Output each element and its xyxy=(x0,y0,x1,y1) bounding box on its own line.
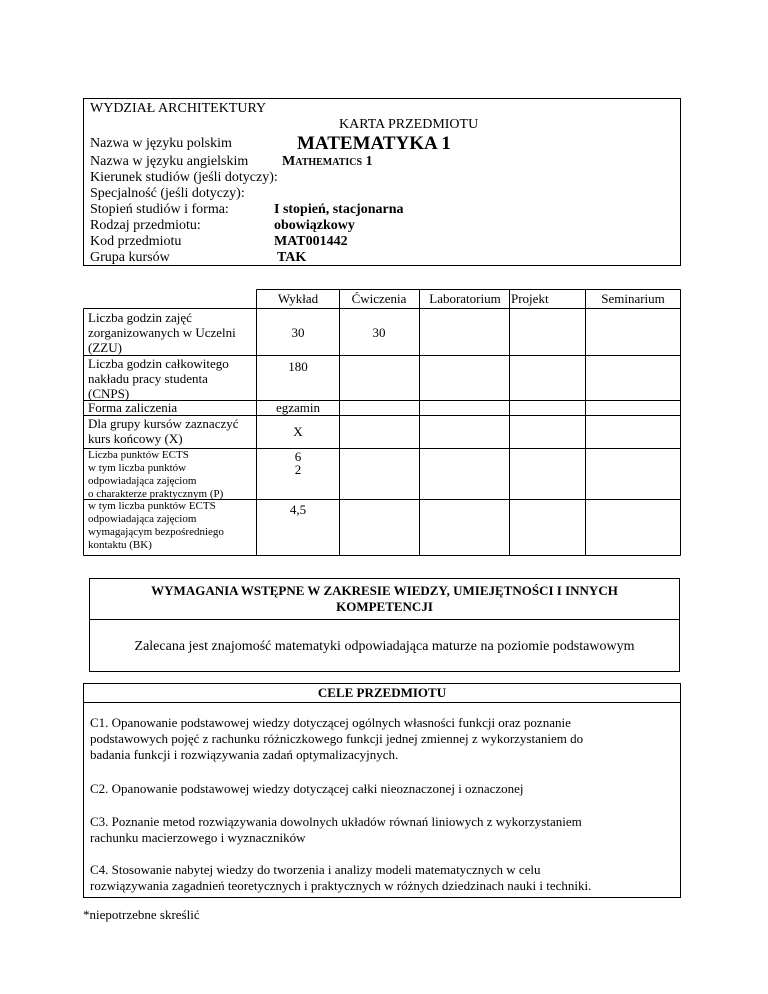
requirements-divider xyxy=(90,619,679,620)
ects-practical-value: 2 xyxy=(294,462,302,477)
faculty-name: WYDZIAŁ ARCHITEKTURY xyxy=(90,101,267,116)
requirements-box xyxy=(89,578,680,672)
group-value: TAK xyxy=(277,250,307,265)
course-name-en: Mathematics 1 xyxy=(282,154,373,169)
name-pl-label: Nazwa w języku polskim xyxy=(90,136,232,151)
goal-c1: C1. Opanowanie podstawowej wiedzy dotyczącej ogólnych własności funkcji oraz poznanie podstawowych pojęć z rachunku różniczkowego funkcji jednej zmiennej z wykorzystaniem do badania funkcji i rozwiązywania zadań optymalizacyjnych. xyxy=(90,715,584,762)
hours-table xyxy=(83,289,681,556)
row-assessment-label: Forma zaliczenia xyxy=(88,400,178,415)
course-name-pl: MATEMATYKA 1 xyxy=(297,133,451,154)
requirements-title: WYMAGANIA WSTĘPNE W ZAKRESIE WIEDZY, UMIEJĘTNOŚCI I INNYCH KOMPETENCJI xyxy=(151,583,618,614)
col-lecture: Wykład xyxy=(277,291,319,306)
row-final-course-label: Dla grupy kursów zaznaczyć kurs końcowy (X) xyxy=(88,416,239,446)
col-seminar: Seminarium xyxy=(601,291,665,306)
level-label: Stopień studiów i forma: xyxy=(90,202,229,217)
goal-c3: C3. Poznanie metod rozwiązywania dowolnych układów równań liniowych z wykorzystaniem rachunku macierzowego i wyznaczników xyxy=(90,814,582,845)
col-laboratory: Laboratorium xyxy=(429,291,501,306)
goal-c4: C4. Stosowanie nabytej wiedzy do tworzenia i analizy modeli matematycznych w celu rozwiązywania zagadnień teoretycznych i praktycznych w różnych dziedzinach nauki i techniki. xyxy=(90,862,592,893)
goals-title: CELE PRZEDMIOTU xyxy=(84,684,680,703)
goals-box xyxy=(83,683,681,898)
final-course-lecture-value: X xyxy=(293,424,303,439)
goal-c2: C2. Opanowanie podstawowej wiedzy dotyczącej całki nieoznaczonej i oznaczonej xyxy=(90,781,524,796)
ects-lecture-value: 6 xyxy=(294,449,302,464)
card-title: KARTA PRZEDMIOTU xyxy=(339,117,479,132)
row-zzu-label: Liczba godzin zajęć zorganizowanych w Uczelni (ZZU) xyxy=(88,310,236,355)
col-exercises: Ćwiczenia xyxy=(351,291,407,306)
group-label: Grupa kursów xyxy=(90,250,170,265)
zzu-lecture-value: 30 xyxy=(291,325,305,340)
col-project: Projekt xyxy=(511,291,549,306)
field-label: Kierunek studiów (jeśli dotyczy): xyxy=(90,170,278,185)
requirements-text: Zalecana jest znajomość matematyki odpowiadająca maturze na poziomie podstawowym xyxy=(134,639,635,654)
level-value: I stopień, stacjonarna xyxy=(274,202,404,217)
name-en-label: Nazwa w języku angielskim xyxy=(90,154,249,169)
type-label: Rodzaj przedmiotu: xyxy=(90,218,201,233)
code-value: MAT001442 xyxy=(274,234,348,249)
footnote: *niepotrzebne skreślić xyxy=(83,907,200,922)
cnps-lecture-value: 180 xyxy=(288,359,308,374)
code-label: Kod przedmiotu xyxy=(90,234,182,249)
row-ects-bk-label: w tym liczba punktów ECTS odpowiadająca zajęciom wymagającym bezpośredniego kontaktu (BK) xyxy=(88,500,224,551)
ects-bk-lecture-value: 4,5 xyxy=(289,502,307,517)
specialty-label: Specjalność (jeśli dotyczy): xyxy=(90,186,245,201)
type-value: obowiązkowy xyxy=(274,218,355,233)
assessment-lecture-value: egzamin xyxy=(275,400,321,415)
row-cnps-label: Liczba godzin całkowitego nakładu pracy studenta (CNPS) xyxy=(88,356,229,401)
zzu-exercises-value: 30 xyxy=(372,325,386,340)
row-ects-label: Liczba punktów ECTS w tym liczba punktów odpowiadająca zajęciom o charakterze praktycznym (P) xyxy=(88,449,224,500)
course-card-header xyxy=(83,98,681,266)
